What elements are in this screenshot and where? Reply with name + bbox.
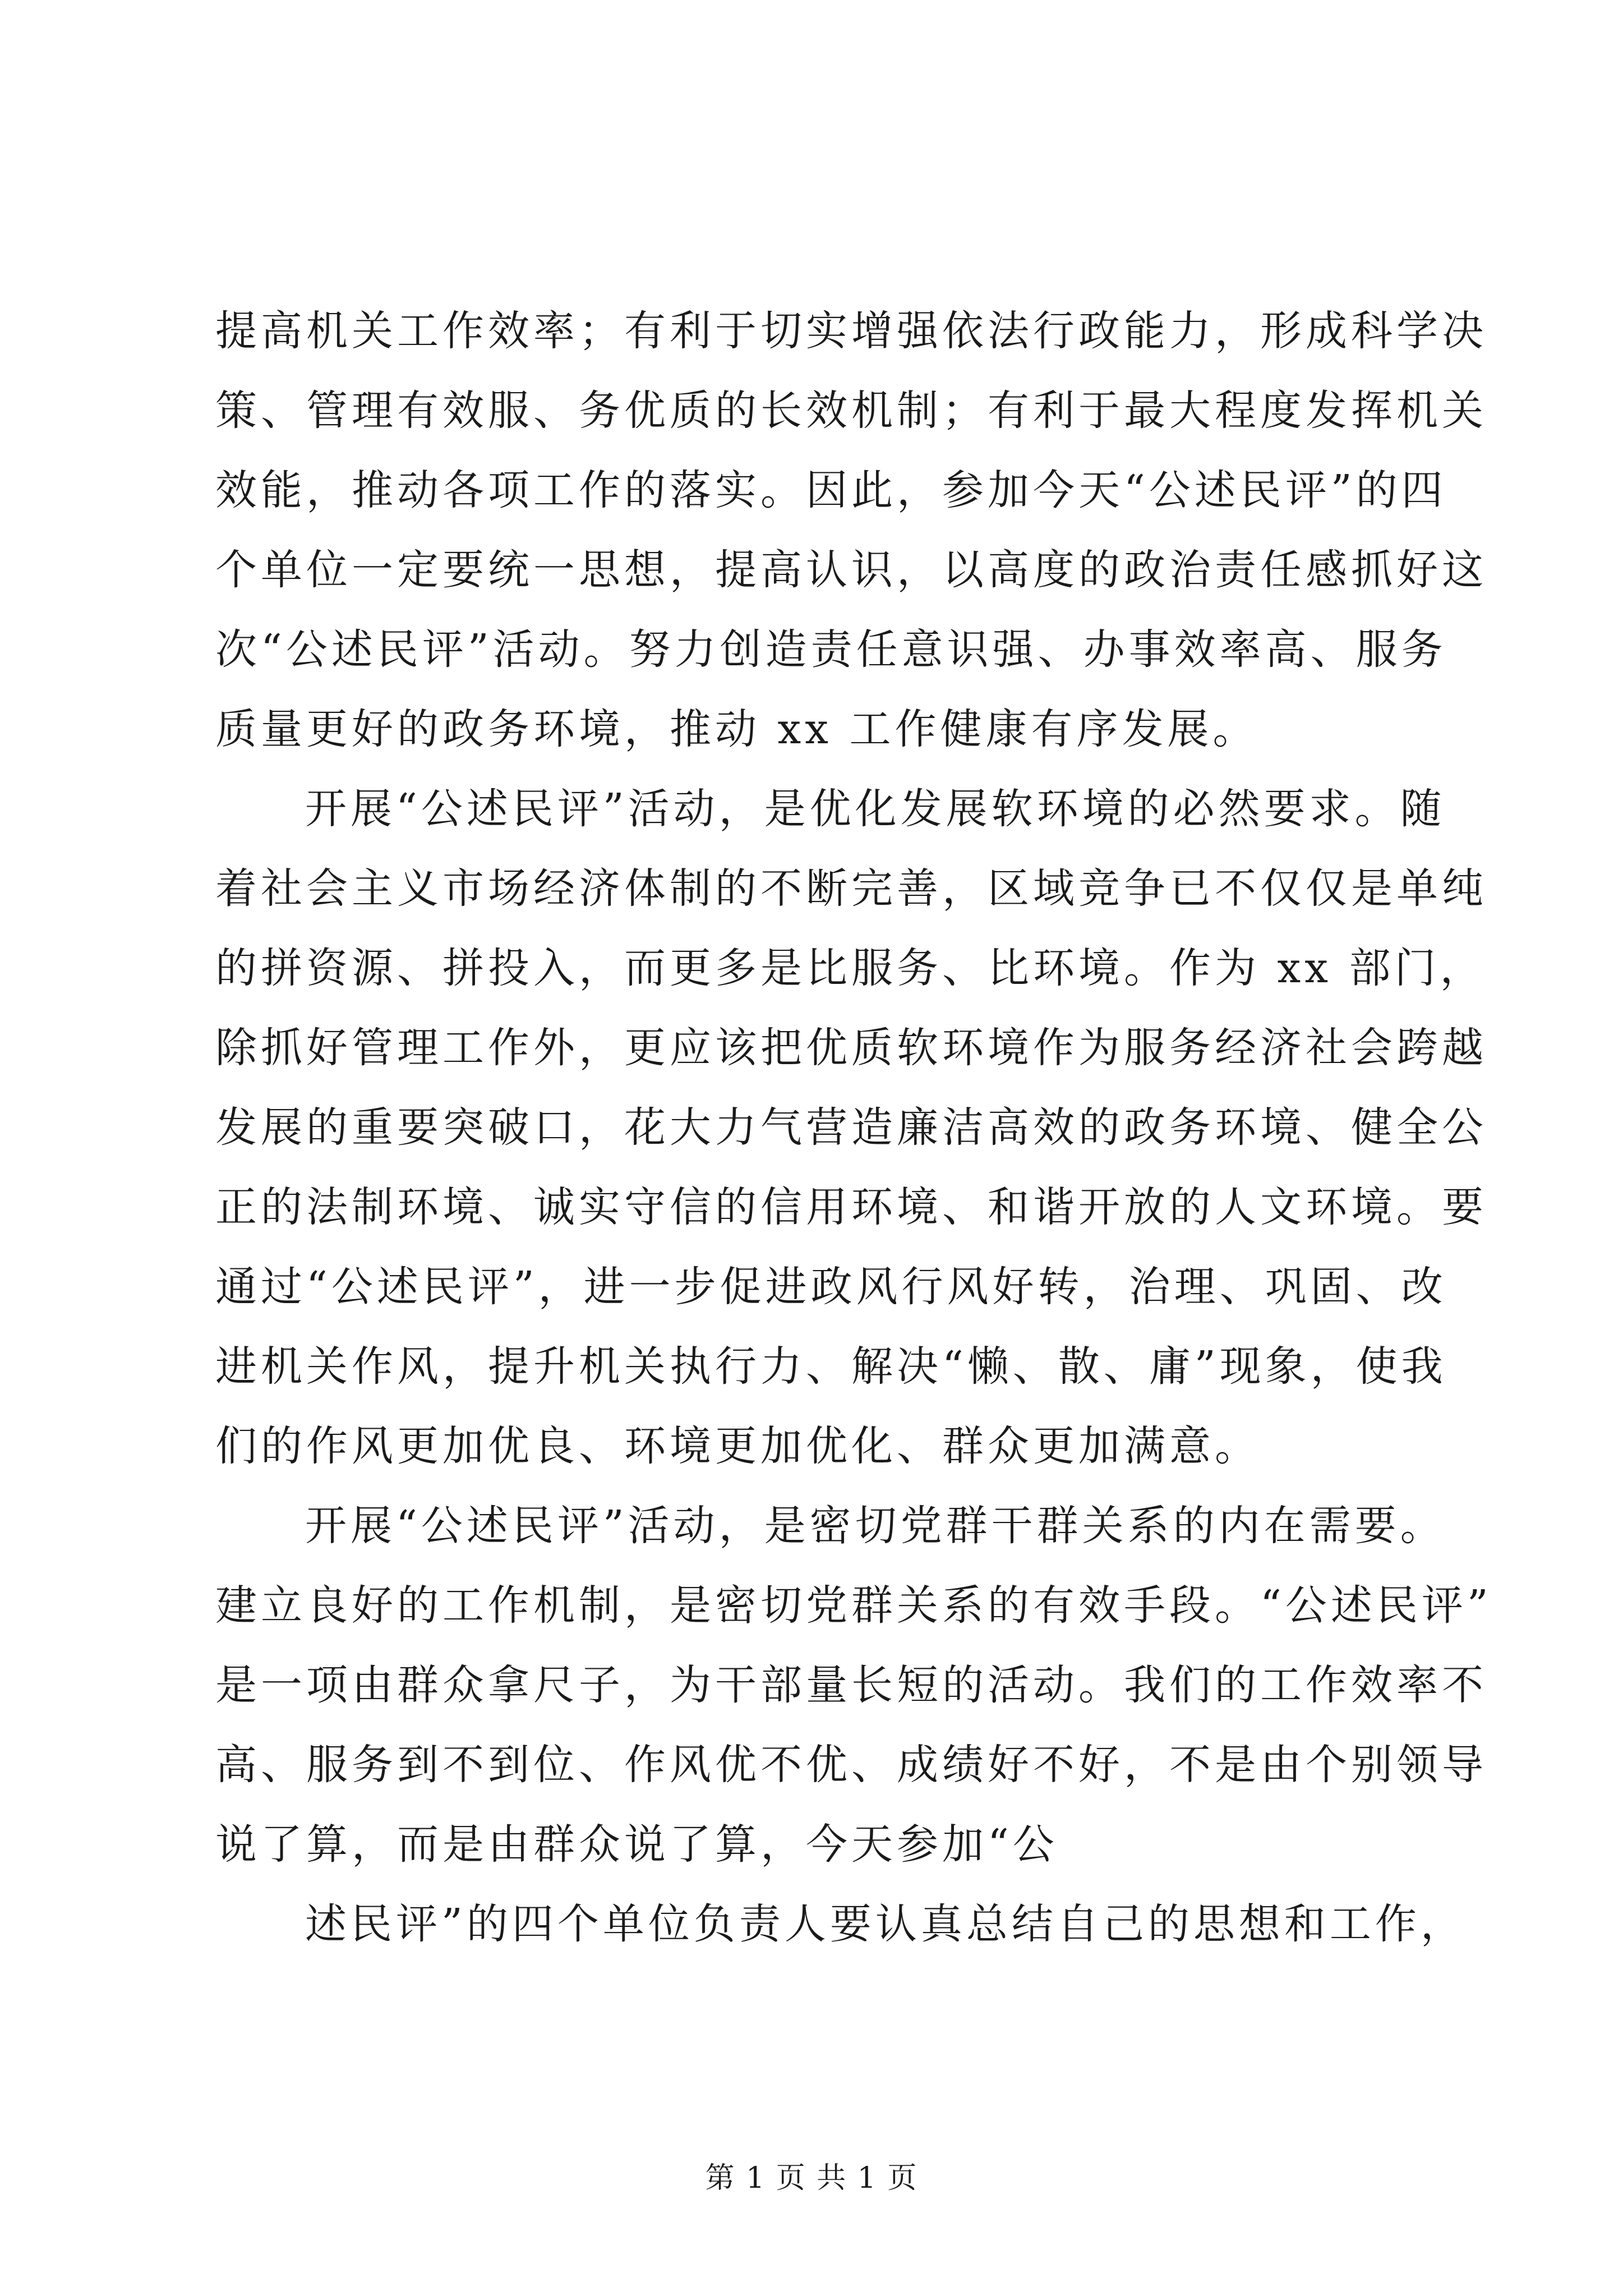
text-line: 提高机关工作效率；有利于切实增强依法行政能力，形成科学决 — [215, 307, 1487, 355]
text-line: 通过“公述民评”，进一步促进政风行风好转，治理、巩固、改 — [215, 1263, 1447, 1311]
text-line: 策、管理有效服、务优质的长效机制；有利于最大程度发挥机关 — [215, 386, 1487, 435]
page-number-footer: 第 1 页 共 1 页 — [705, 2161, 918, 2195]
text-line: 是一项由群众拿尺子，为干部量长短的活动。我们的工作效率不 — [215, 1661, 1487, 1709]
text-line: 除抓好管理工作外，更应该把优质软环境作为服务经济社会跨越 — [215, 1024, 1487, 1072]
text-line: 开展“公述民评”活动，是密切党群干群关系的内在需要。 — [305, 1502, 1446, 1550]
text-line: 次“公述民评”活动。努力创造责任意识强、办事效率高、服务 — [215, 625, 1447, 674]
text-line: 着社会主义市场经济体制的不断完善，区域竞争已不仅仅是单纯 — [215, 864, 1487, 913]
text-line: 效能，推动各项工作的落实。因此，参加今天“公述民评”的四 — [215, 466, 1447, 514]
text-line: 质量更好的政务环境，推动 xx 工作健康有序发展。 — [215, 705, 1258, 753]
text-line: 说了算，而是由群众说了算，今天参加“公 — [215, 1820, 1058, 1869]
text-line: 的拼资源、拼投入，而更多是比服务、比环境。作为 xx 部门， — [215, 944, 1486, 992]
text-line: 述民评”的四个单位负责人要认真总结自己的思想和工作， — [305, 1900, 1466, 1948]
text-line: 个单位一定要统一思想，提高认识，以高度的政治责任感抓好这 — [215, 546, 1487, 594]
text-line: 发展的重要突破口，花大力气营造廉洁高效的政务环境、健全公 — [215, 1103, 1487, 1152]
text-line: 进机关作风，提升机关执行力、解决“懒、散、庸”现象，使我 — [215, 1342, 1447, 1391]
text-line: 正的法制环境、诚实守信的信用环境、和谐开放的人文环境。要 — [215, 1183, 1487, 1231]
text-line: 们的作风更加优良、环境更加优化、群众更加满意。 — [215, 1422, 1260, 1470]
text-line: 开展“公述民评”活动，是优化发展软环境的必然要求。随 — [305, 785, 1446, 833]
text-line: 建立良好的工作机制，是密切党群关系的有效手段。“公述民评” — [215, 1581, 1492, 1630]
text-line: 高、服务到不到位、作风优不优、成绩好不好，不是由个别领导 — [215, 1741, 1487, 1789]
